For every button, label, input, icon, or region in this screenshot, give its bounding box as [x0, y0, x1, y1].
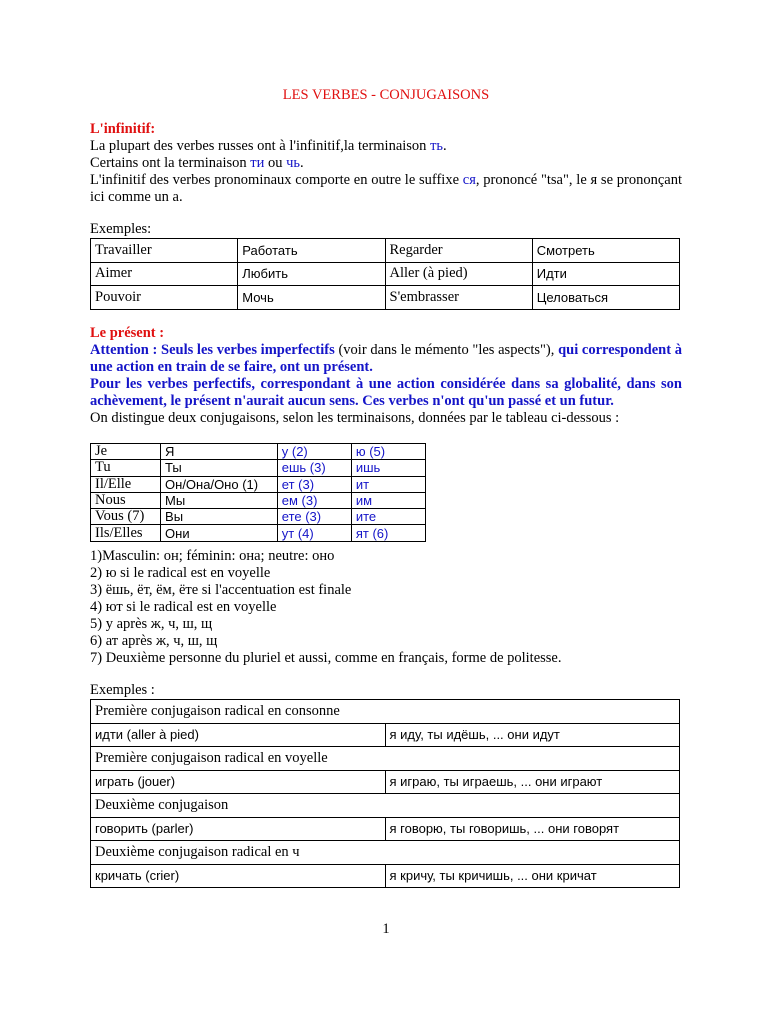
- table-cell: S'embrasser: [385, 286, 532, 310]
- table-cell: ю (5): [351, 444, 425, 460]
- table-row: [91, 262, 680, 286]
- table-row: [91, 509, 426, 525]
- table-cell: Идти: [532, 262, 679, 286]
- group-header: Deuxième conjugaison radical en ч: [91, 841, 680, 865]
- group-header: Première conjugaison radical en voyelle: [91, 747, 680, 771]
- table-cell: Он/Она/Оно (1): [161, 476, 278, 492]
- table-cell: Regarder: [385, 239, 532, 263]
- table-row: [91, 723, 680, 747]
- table-cell: Ils/Elles: [91, 525, 161, 541]
- group-header: Première conjugaison radical en consonne: [91, 700, 680, 724]
- table-row: [91, 841, 680, 865]
- infinitif-line-2: [90, 155, 682, 172]
- table-cell: Работать: [238, 239, 385, 263]
- table-cell: ите: [351, 509, 425, 525]
- table-cell: ят (6): [351, 525, 425, 541]
- table-cell: им: [351, 492, 425, 508]
- document-title: LES VERBES - CONJUGAISONS: [282, 87, 490, 103]
- perfective-paragraph: Pour les verbes perfectifs, correspondant à une action considérée dans sa globalité, dans son achèvement, le présent n'aurait aucun sens. Ces verbes n'ont qu'un passé et un futur.: [90, 376, 682, 409]
- forms-cell: я говорю, ты говоришь, ... они говорят: [385, 817, 680, 841]
- table-row: [91, 286, 680, 310]
- present-section: [90, 325, 682, 427]
- text: (voir dans le mémento "les aspects"),: [334, 342, 559, 358]
- text: ou: [264, 155, 287, 171]
- table-cell: Nous: [91, 492, 161, 508]
- forms-cell: я играю, ты играешь, ... они играют: [385, 770, 680, 794]
- note-item: 2) ю si le radical est en voyelle: [90, 565, 271, 581]
- ending-tj: ть: [430, 138, 444, 154]
- table-row: [91, 700, 680, 724]
- note-item: 1)Masculin: он; féminin: она; neutre: оно: [90, 548, 335, 564]
- table-cell: Вы: [161, 509, 278, 525]
- examples-label-2: Exemples :: [90, 682, 155, 698]
- table-cell: ете (3): [277, 509, 351, 525]
- verb-cell: говорить (parler): [91, 817, 386, 841]
- table-cell: Il/Elle: [91, 476, 161, 492]
- table-cell: ут (4): [277, 525, 351, 541]
- table-cell: Je: [91, 444, 161, 460]
- table-cell: ит: [351, 476, 425, 492]
- table-cell: Я: [161, 444, 278, 460]
- infinitive-table: [90, 238, 680, 310]
- forms-cell: я иду, ты идёшь, ... они идут: [385, 723, 680, 747]
- table-row: [91, 444, 426, 460]
- table-cell: ишь: [351, 460, 425, 476]
- present-heading: Le présent :: [90, 325, 165, 341]
- notes-list: [90, 548, 682, 667]
- table-row: [91, 864, 680, 888]
- page-number: 1: [382, 921, 390, 937]
- table-row: [91, 747, 680, 771]
- table-row: [91, 239, 680, 263]
- note-item: 6) ат après ж, ч, ш, щ: [90, 633, 218, 649]
- table-cell: у (2): [277, 444, 351, 460]
- text: .: [443, 138, 447, 154]
- attention-text: Attention : Seuls les verbes imperfectifs: [90, 342, 335, 358]
- examples-table: [90, 699, 680, 888]
- conjugation-table: [90, 443, 426, 542]
- table-cell: Смотреть: [532, 239, 679, 263]
- distinguish-line: On distingue deux conjugaisons, selon les terminaisons, données par le tableau ci-dessous :: [90, 410, 620, 426]
- text: La plupart des verbes russes ont à l'infinitif,la terminaison: [90, 138, 431, 154]
- note-item: 3) ёшь, ёт, ём, ёте si l'accentuation est finale: [90, 582, 352, 598]
- forms-cell: я кричу, ты кричишь, ... они кричат: [385, 864, 680, 888]
- infinitif-line-1: [90, 138, 682, 155]
- table-cell: Ты: [161, 460, 278, 476]
- table-cell: Любить: [238, 262, 385, 286]
- table-cell: Travailler: [91, 239, 238, 263]
- note-item: 7) Deuxième personne du pluriel et aussi, comme en français, forme de politesse.: [90, 650, 562, 666]
- infinitif-section: [90, 121, 682, 206]
- attention-paragraph: [90, 342, 682, 376]
- ending-tch: чь: [286, 155, 301, 171]
- table-cell: Vous (7): [91, 509, 161, 525]
- text: Certains ont la terminaison: [90, 155, 251, 171]
- table-cell: Мочь: [238, 286, 385, 310]
- table-row: [91, 476, 426, 492]
- table-cell: ешь (3): [277, 460, 351, 476]
- verb-cell: идти (aller à pied): [91, 723, 386, 747]
- text: .: [300, 155, 304, 171]
- table-row: [91, 460, 426, 476]
- infinitif-line-3: [90, 172, 682, 206]
- table-cell: Aimer: [91, 262, 238, 286]
- table-cell: Tu: [91, 460, 161, 476]
- table-cell: Мы: [161, 492, 278, 508]
- table-cell: ем (3): [277, 492, 351, 508]
- suffix-sia: ся: [462, 172, 476, 188]
- table-row: [91, 770, 680, 794]
- table-cell: Они: [161, 525, 278, 541]
- table-cell: Aller (à pied): [385, 262, 532, 286]
- ending-ti: ти: [250, 155, 265, 171]
- infinitif-heading: L'infinitif:: [90, 121, 156, 137]
- table-row: [91, 525, 426, 541]
- text: , prononcé "tsa", le я se prononçant ici comme un a.: [90, 172, 682, 205]
- table-cell: Целоваться: [532, 286, 679, 310]
- text: L'infinitif des verbes pronominaux comporte en outre le suffixe: [90, 172, 463, 188]
- verb-cell: играть (jouer): [91, 770, 386, 794]
- table-row: [91, 492, 426, 508]
- group-header: Deuxième conjugaison: [91, 794, 680, 818]
- table-row: [91, 817, 680, 841]
- attention-text: qui correspondent à une action en train de se faire, ont un présent.: [90, 342, 682, 375]
- examples-label-1: Exemples:: [90, 221, 152, 237]
- table-cell: Pouvoir: [91, 286, 238, 310]
- note-item: 4) ют si le radical est en voyelle: [90, 599, 277, 615]
- note-item: 5) у après ж, ч, ш, щ: [90, 616, 213, 632]
- table-row: [91, 794, 680, 818]
- verb-cell: кричать (crier): [91, 864, 386, 888]
- table-cell: ет (3): [277, 476, 351, 492]
